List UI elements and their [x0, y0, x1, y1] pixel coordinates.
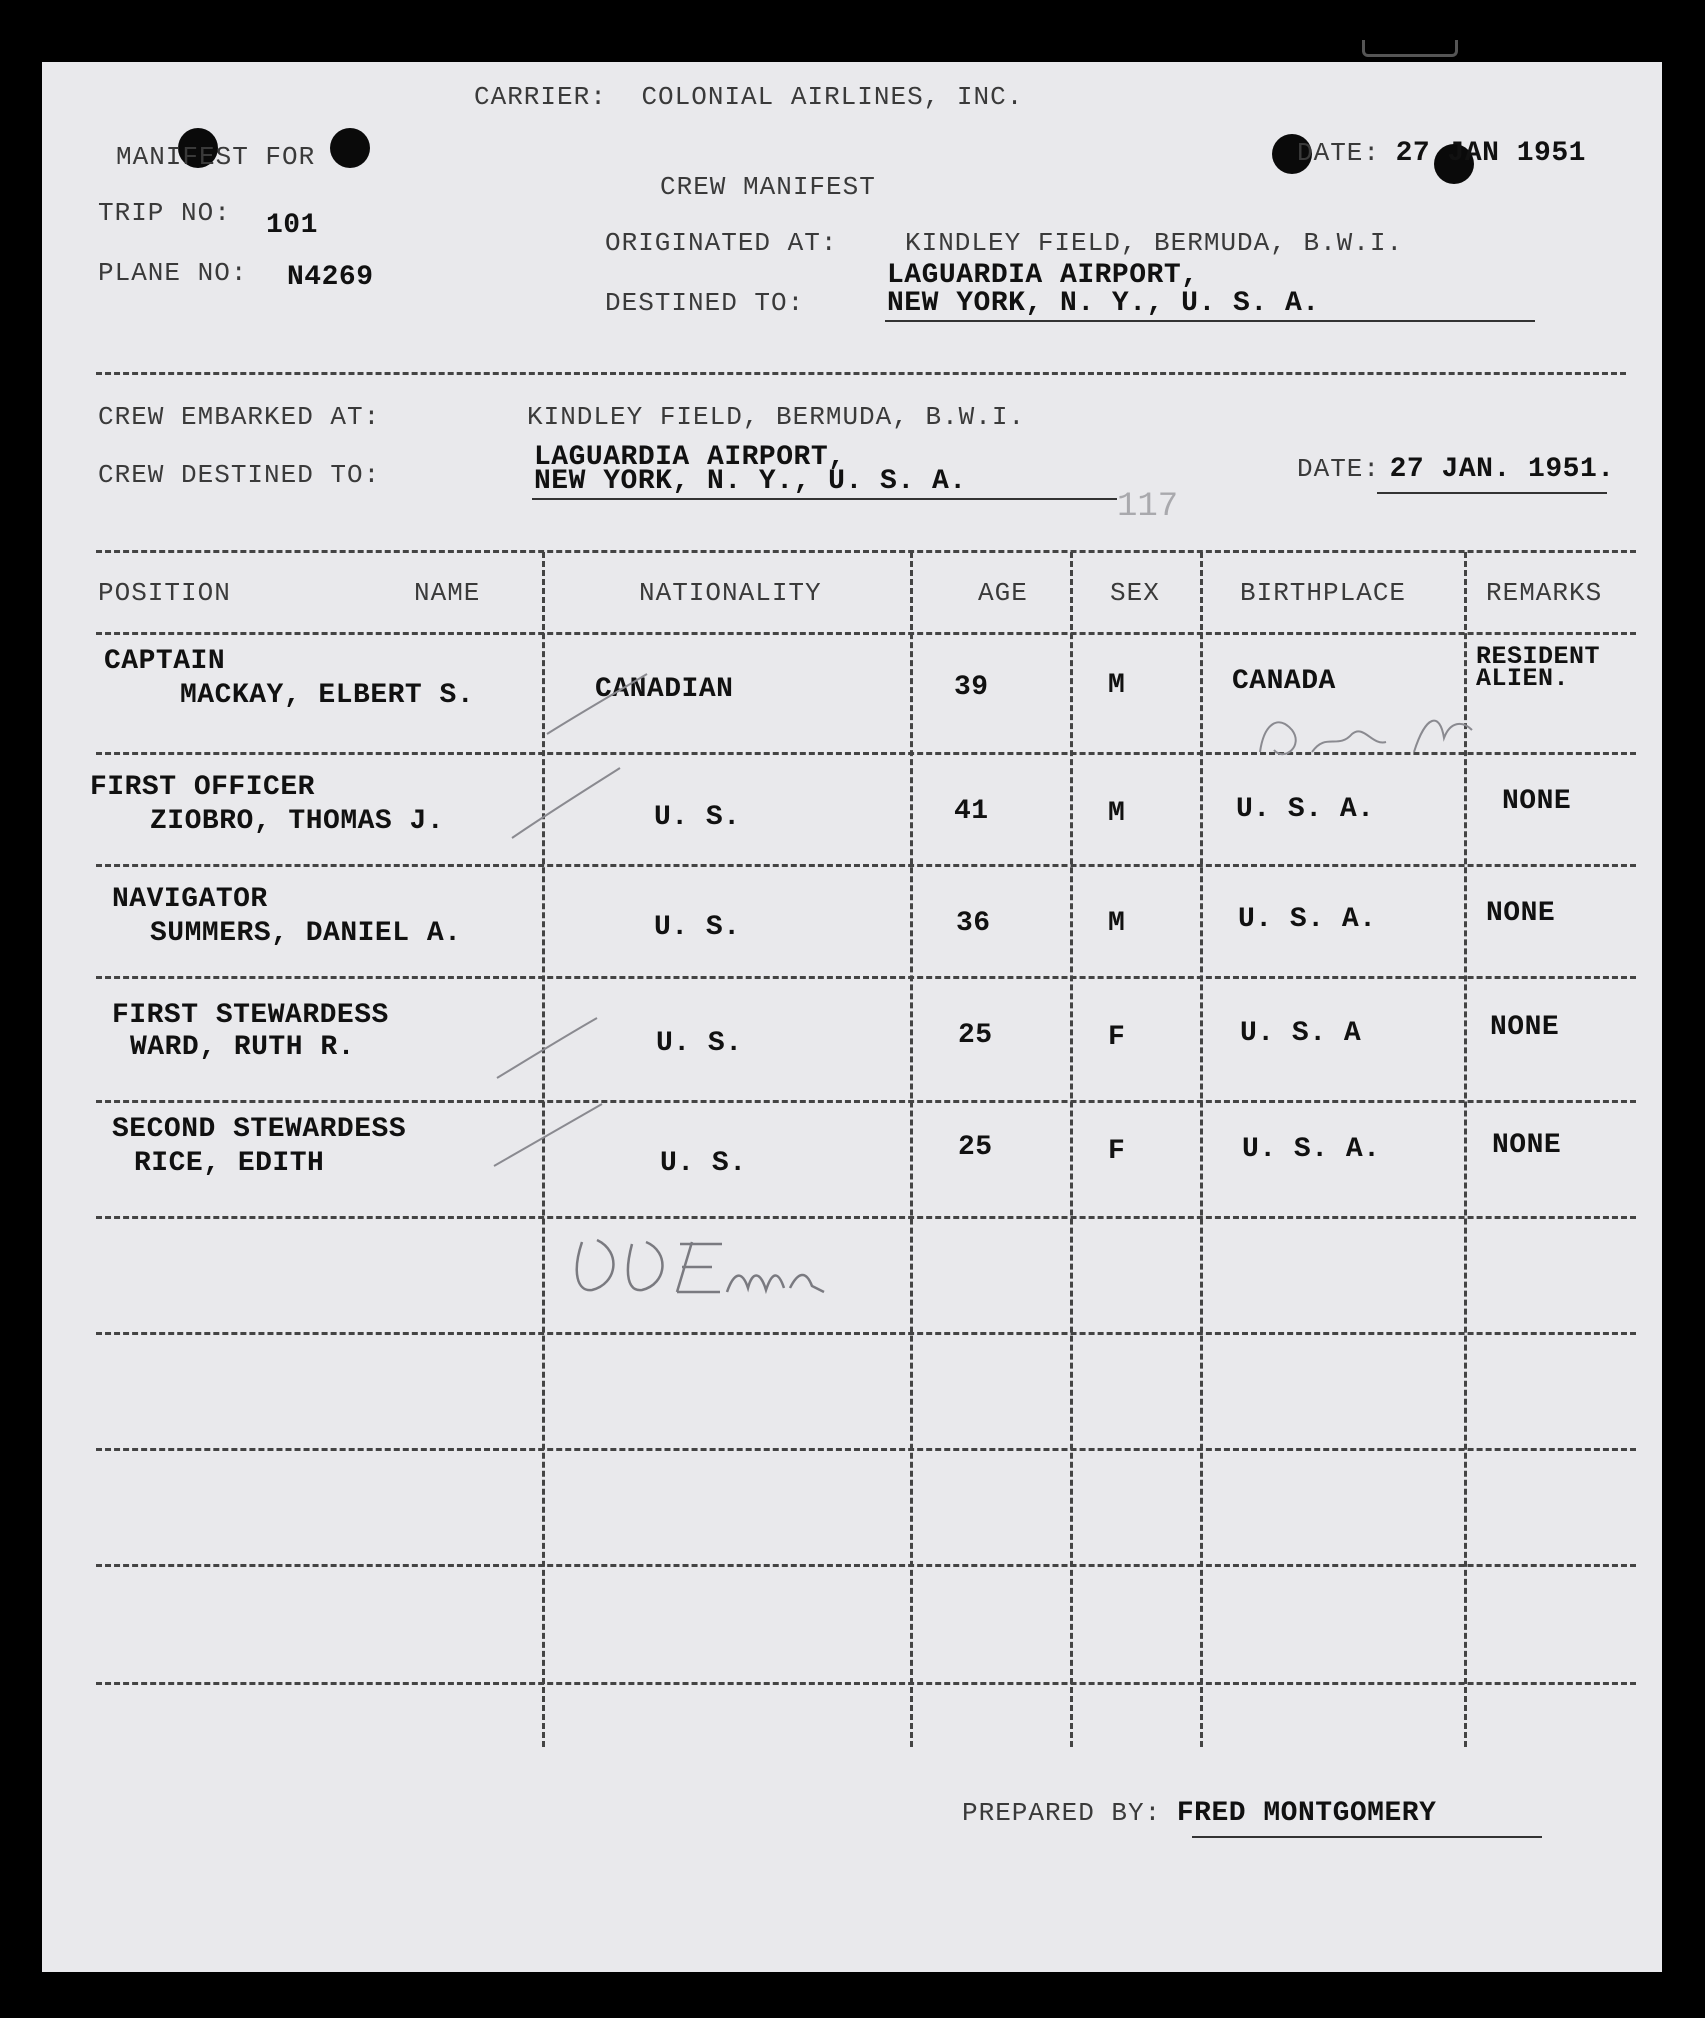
manifest-for-label: MANIFEST FOR: [116, 142, 316, 172]
column-header-name: NAME: [414, 578, 481, 608]
row-age: 25: [958, 1020, 993, 1051]
row-birthplace: CANADA: [1232, 666, 1336, 697]
initials-signature: [562, 1222, 882, 1312]
row-age: 39: [954, 672, 989, 703]
manifest-page: [42, 62, 1662, 1972]
row-nationality: U. S.: [654, 912, 741, 943]
row-sex: M: [1108, 798, 1126, 829]
plane-value: N4269: [287, 262, 374, 293]
plane-label: PLANE NO:: [98, 258, 248, 288]
originated-label: ORIGINATED AT:: [605, 228, 838, 258]
column-header-remarks: REMARKS: [1486, 578, 1603, 608]
prepared-by-underline: [1192, 1836, 1542, 1838]
row-name: MACKAY, ELBERT S.: [180, 680, 475, 711]
row-age: 36: [956, 908, 991, 939]
row-divider-7: [96, 1448, 1636, 1451]
row-remarks-line-1: NONE: [1490, 1012, 1560, 1043]
row-name: WARD, RUTH R.: [130, 1032, 355, 1063]
row-divider-8: [96, 1564, 1636, 1567]
destined-line-1: LAGUARDIA AIRPORT,: [887, 260, 1199, 291]
crew-destined-label: CREW DESTINED TO:: [98, 460, 381, 490]
crew-date-value: 27 JAN. 1951.: [1389, 454, 1615, 485]
row-name: ZIOBRO, THOMAS J.: [150, 806, 445, 837]
row-remarks-line-1: NONE: [1492, 1130, 1562, 1161]
column-header-position: POSITION: [98, 578, 231, 608]
crew-destined-line-1: LAGUARDIA AIRPORT,: [534, 442, 846, 473]
row-position: SECOND STEWARDESS: [112, 1114, 407, 1145]
check-marks: [42, 62, 1662, 1362]
row-age: 41: [954, 796, 989, 827]
row-position: FIRST STEWARDESS: [112, 1000, 389, 1031]
row-nationality: CANADIAN: [595, 674, 734, 705]
page-title: CREW MANIFEST: [660, 172, 876, 202]
trip-value: 101: [266, 210, 318, 241]
row-birthplace: U. S. A.: [1236, 794, 1375, 825]
row-age: 25: [958, 1132, 993, 1163]
row-remarks-line-1: NONE: [1486, 898, 1556, 929]
row-birthplace: U. S. A.: [1238, 904, 1377, 935]
row-sex: M: [1108, 908, 1126, 939]
row-position: CAPTAIN: [104, 646, 226, 677]
row-birthplace: U. S. A: [1240, 1018, 1362, 1049]
originated-value: KINDLEY FIELD, BERMUDA, B.W.I.: [905, 228, 1404, 258]
crew-embarked-label: CREW EMBARKED AT:: [98, 402, 381, 432]
carrier-value: COLONIAL AIRLINES, INC.: [641, 82, 1024, 112]
row-nationality: U. S.: [656, 1028, 743, 1059]
row-remarks-line-2: ALIEN.: [1476, 664, 1570, 693]
prepared-by: [962, 1798, 1436, 1829]
row-position: FIRST OFFICER: [90, 772, 315, 803]
crew-destined-line-2: NEW YORK, N. Y., U. S. A.: [534, 466, 967, 497]
row-birthplace: U. S. A.: [1242, 1134, 1381, 1165]
row-remarks-line-1: RESIDENT: [1476, 642, 1601, 671]
row-name: SUMMERS, DANIEL A.: [150, 918, 462, 949]
column-header-birthplace: BIRTHPLACE: [1240, 578, 1407, 608]
paper-clip-mark: [1362, 40, 1458, 57]
carrier-label: CARRIER:: [474, 82, 607, 112]
header-date-value: 27 JAN 1951: [1395, 138, 1586, 169]
row-nationality: U. S.: [660, 1148, 747, 1179]
header-date-label: DATE:: [1297, 138, 1381, 168]
row-remarks-line-1: NONE: [1502, 786, 1572, 817]
prepared-by-value: FRED MONTGOMERY: [1176, 1798, 1437, 1829]
destined-line-2: NEW YORK, N. Y., U. S. A.: [887, 288, 1320, 319]
column-header-age: AGE: [978, 578, 1028, 608]
column-header-sex: SEX: [1110, 578, 1160, 608]
stamp-number: 117: [1117, 488, 1179, 526]
row-name: RICE, EDITH: [134, 1148, 325, 1179]
crew-embarked-value: KINDLEY FIELD, BERMUDA, B.W.I.: [527, 402, 1026, 432]
row-position: NAVIGATOR: [112, 884, 268, 915]
prepared-by-label: PREPARED BY:: [962, 1798, 1162, 1828]
row-sex: F: [1108, 1136, 1126, 1167]
destined-label: DESTINED TO:: [605, 288, 805, 318]
column-header-nationality: NATIONALITY: [639, 578, 822, 608]
row-sex: F: [1108, 1022, 1126, 1053]
row-divider-9: [96, 1682, 1636, 1685]
trip-label: TRIP NO:: [98, 198, 231, 228]
crew-date-label: DATE:: [1297, 454, 1381, 484]
row-nationality: U. S.: [654, 802, 741, 833]
row-sex: M: [1108, 670, 1126, 701]
